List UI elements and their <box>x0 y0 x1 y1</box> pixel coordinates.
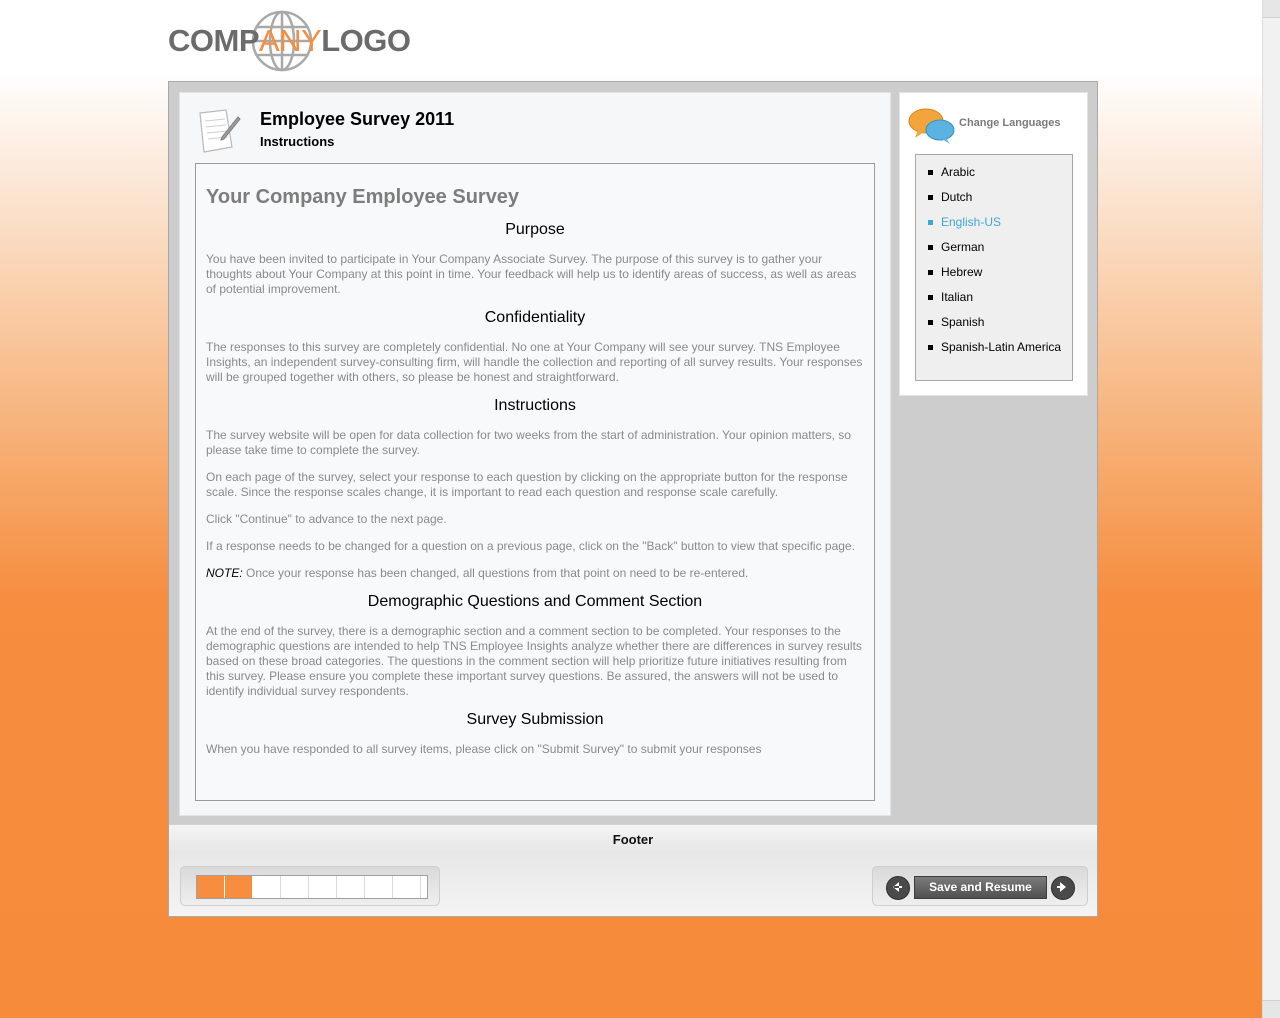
language-option[interactable] <box>916 190 1072 205</box>
instructions-paragraph-4: If a response needs to be changed for a question on a previous page, click on the "Back" button to view that specific page. <box>206 539 855 553</box>
note-paragraph <box>206 566 864 581</box>
progress-segment-empty <box>309 876 337 898</box>
submission-title: Survey Submission <box>466 711 604 728</box>
language-option[interactable] <box>916 215 1072 230</box>
bullet-icon <box>928 195 933 200</box>
arrow-left-icon <box>890 880 904 894</box>
instructions-title: Instructions <box>494 397 576 414</box>
survey-title: Employee Survey 2011 <box>260 109 455 129</box>
scroll-down-button[interactable] <box>1263 1000 1280 1018</box>
language-label: Dutch <box>941 190 973 204</box>
language-label: German <box>941 240 985 254</box>
language-option[interactable] <box>916 315 1072 330</box>
main-panel <box>179 92 891 816</box>
progress-segment-empty <box>337 876 365 898</box>
next-button[interactable] <box>1051 876 1075 900</box>
save-and-resume-button[interactable]: Save and Resume <box>914 876 1047 899</box>
document-edit-icon <box>194 107 242 155</box>
language-label: Spanish <box>941 315 985 329</box>
language-label: Spanish-Latin America <box>941 340 1062 354</box>
company-logo <box>168 10 411 72</box>
footer-label: Footer <box>169 824 1097 855</box>
language-option[interactable] <box>916 340 1072 355</box>
bullet-icon <box>928 245 933 250</box>
bullet-icon <box>928 345 933 350</box>
progress-segment-empty <box>281 876 309 898</box>
language-label: Hebrew <box>941 265 983 279</box>
bullet-icon <box>928 295 933 300</box>
language-list <box>916 155 1072 355</box>
logo-part3: LOGO <box>321 23 411 58</box>
instructions-paragraph-1: The survey website will be open for data collection for two weeks from the start of administration. Your opinion matters, so please take time to complete the survey. <box>206 428 851 457</box>
language-label: Arabic <box>941 165 976 179</box>
scroll-up-button[interactable] <box>1263 0 1280 18</box>
progress-segment-empty <box>253 876 281 898</box>
change-languages-label: Change Languages <box>959 117 1061 129</box>
submission-text: When you have responded to all survey items, please click on "Submit Survey" to submit your responses <box>206 742 762 756</box>
purpose-title: Purpose <box>505 221 565 238</box>
bullet-icon <box>928 220 933 225</box>
content-heading: Your Company Employee Survey <box>206 186 520 208</box>
progress-segment-empty <box>393 876 421 898</box>
chat-bubbles-icon <box>908 107 956 145</box>
language-option[interactable] <box>916 165 1072 180</box>
svg-text:COMPANYLOGO <box>168 23 411 58</box>
instructions-paragraph-3: Click "Continue" to advance to the next page. <box>206 512 447 526</box>
bullet-icon <box>928 270 933 275</box>
progress-segment-filled <box>225 876 253 898</box>
bullet-icon <box>928 170 933 175</box>
progress-container <box>180 866 440 906</box>
language-list-box <box>915 154 1073 381</box>
note-text: Once your response has been changed, all questions from that point on need to be re-entered. <box>242 566 749 580</box>
page-subtitle: Instructions <box>260 134 335 149</box>
note-label: NOTE: <box>206 566 243 580</box>
logo-part2: ANY <box>259 23 322 58</box>
instructions-content <box>195 163 875 801</box>
survey-frame <box>168 81 1098 917</box>
navigation-controls <box>872 866 1088 906</box>
arrow-right-icon <box>1055 880 1069 894</box>
confidentiality-title: Confidentiality <box>484 309 586 326</box>
progress-bar <box>196 875 428 899</box>
language-label: English-US <box>941 215 1002 229</box>
demographic-title: Demographic Questions and Comment Section <box>367 593 703 610</box>
demographic-text: At the end of the survey, there is a demographic section and a comment section to be completed. Your responses to the demographic questions are intended to help TNS Employee Insights analyze whether there are differences in survey results based on these broad categories. The questions in the comment section will help prioritize future initiatives resulting from this survey. Please ensure you complete these important survey questions. Be assured, the answers will not be used to identify individual survey respondents. <box>206 624 862 698</box>
language-label: Italian <box>941 290 974 304</box>
progress-segment-filled <box>197 876 225 898</box>
language-option[interactable] <box>916 240 1072 255</box>
instructions-paragraph-2: On each page of the survey, select your response to each question by clicking on the appropriate button for the response scale. Since the response scales change, it is important to read each question and response scale carefully. <box>206 470 848 499</box>
logo-part1: COMP <box>168 23 259 58</box>
bottom-navigation <box>169 854 1097 916</box>
language-option[interactable] <box>916 265 1072 280</box>
bullet-icon <box>928 320 933 325</box>
page-scrollbar[interactable] <box>1262 0 1280 1018</box>
confidentiality-text: The responses to this survey are completely confidential. No one at Your Company will see your survey. TNS Employee Insights, an independent survey-consulting firm, will handle the collection and reporting of all survey results. Your responses will be grouped together with others, so please be honest and straightforward. <box>206 340 863 384</box>
progress-segment-empty <box>365 876 393 898</box>
purpose-text: You have been invited to participate in Your Company Associate Survey. The purpose of this survey is to gather your thoughts about Your Company at this point in time. Your feedback will help us to identify areas of success, as well as areas of potential improvement. <box>206 252 857 296</box>
language-panel <box>899 92 1088 396</box>
back-button[interactable] <box>886 876 910 900</box>
language-option[interactable] <box>916 290 1072 305</box>
